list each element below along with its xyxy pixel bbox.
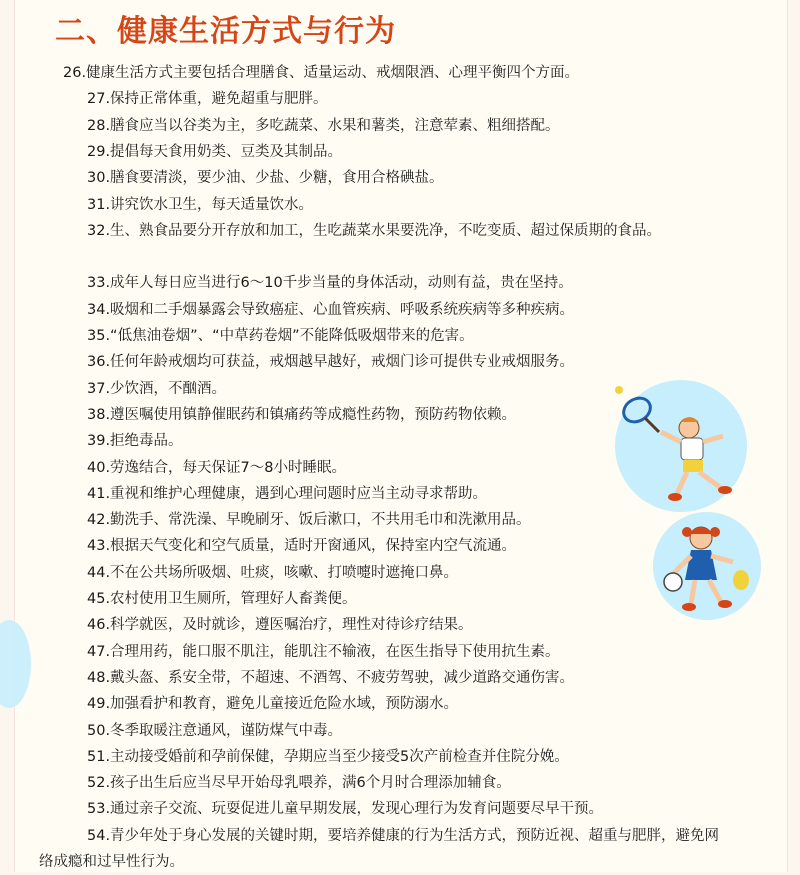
list-item: 52.孩子出生后应当尽早开始母乳喂养，满6个月时合理添加辅食。 (87, 775, 511, 792)
list-item: 46.科学就医，及时就诊，遵医嘱治疗，理性对待诊疗结果。 (87, 617, 473, 634)
list-item: 27.保持正常体重，避免超重与肥胖。 (87, 91, 328, 108)
list-item: 51.主动接受婚前和孕前保健，孕期应当至少接受5次产前检查并住院分娩。 (87, 748, 569, 765)
decorative-bubble (0, 620, 31, 708)
document-page (14, 0, 788, 872)
list-item: 36.任何年龄戒烟均可获益，戒烟越早越好，戒烟门诊可提供专业戒烟服务。 (87, 354, 575, 371)
list-item: 41.重视和维护心理健康，遇到心理问题时应当主动寻求帮助。 (87, 485, 488, 502)
list-item: 49.加强看护和教育，避免儿童接近危险水域，预防溺水。 (87, 696, 459, 713)
list-item: 50.冬季取暖注意通风，谨防煤气中毒。 (87, 722, 343, 739)
list-item: 29.提倡每天食用奶类、豆类及其制品。 (87, 143, 343, 160)
list-item: 31.讲究饮水卫生，每天适量饮水。 (87, 196, 314, 213)
tennis-player-illustration (611, 376, 751, 516)
list-item: 40.劳逸结合，每天保证7～8小时睡眠。 (87, 459, 347, 476)
list-item: 37.少饮酒，不酗酒。 (87, 380, 227, 397)
cup-icon (733, 570, 749, 590)
list-item: 26.健康生活方式主要包括合理膳食、适量运动、戒烟限酒、心理平衡四个方面。 (63, 65, 580, 81)
list-item: 35.“低焦油卷烟”、“中草药卷烟”不能降低吸烟带来的危害。 (87, 328, 474, 344)
list-item: 38.遵医嘱使用镇静催眠药和镇痛药等成瘾性药物，预防药物依赖。 (87, 406, 517, 423)
list-item: 54.青少年处于身心发展的关键时期，要培养健康的行为生活方式，预防近视、超重与肥胖，避免网络成瘾和过早性行为。 (39, 827, 720, 870)
list-item: 44.不在公共场所吸烟、吐痰，咳嗽、打喷嚏时遮掩口鼻。 (87, 564, 459, 581)
list-item: 45.农村使用卫生厕所，管理好人畜粪便。 (87, 591, 357, 607)
list-item: 53.通过亲子交流、玩耍促进儿童早期发展，发现心理行为发育问题要尽早干预。 (87, 801, 604, 818)
ball-icon (664, 573, 682, 591)
list-item: 39.拒绝毒品。 (87, 433, 183, 450)
list-item: 42.勤洗手、常洗澡、早晚刷牙、饭后漱口，不共用毛巾和洗漱用品。 (87, 512, 531, 529)
list-item: 33.成年人每日应当进行6～10千步当量的身体活动，动则有益，贵在坚持。 (87, 275, 573, 292)
list-item: 43.根据天气变化和空气质量，适时开窗通风，保持室内空气流通。 (87, 538, 517, 555)
list-item: 47.合理用药，能口服不肌注，能肌注不输液，在医生指导下使用抗生素。 (87, 643, 560, 660)
girl-with-ball-illustration (651, 510, 763, 622)
tennis-ball-icon (615, 386, 623, 394)
section-title: 二、健康生活方式与行为 (55, 14, 396, 49)
list-item: 30.膳食要清淡，要少油、少盐、少糖，食用合格碘盐。 (87, 170, 444, 187)
list-item: 34.吸烟和二手烟暴露会导致癌症、心血管疾病、呼吸系统疾病等多种疾病。 (87, 301, 575, 318)
list-item: 32.生、熟食品要分开存放和加工，生吃蔬菜水果要洗净，不吃变质、超过保质期的食品。 (87, 222, 662, 239)
list-item: 48.戴头盔、系安全带，不超速、不酒驾、不疲劳驾驶，减少道路交通伤害。 (87, 669, 575, 686)
list-item: 28.膳食应当以谷类为主，多吃蔬菜、水果和薯类，注意荤素、粗细搭配。 (87, 117, 560, 134)
